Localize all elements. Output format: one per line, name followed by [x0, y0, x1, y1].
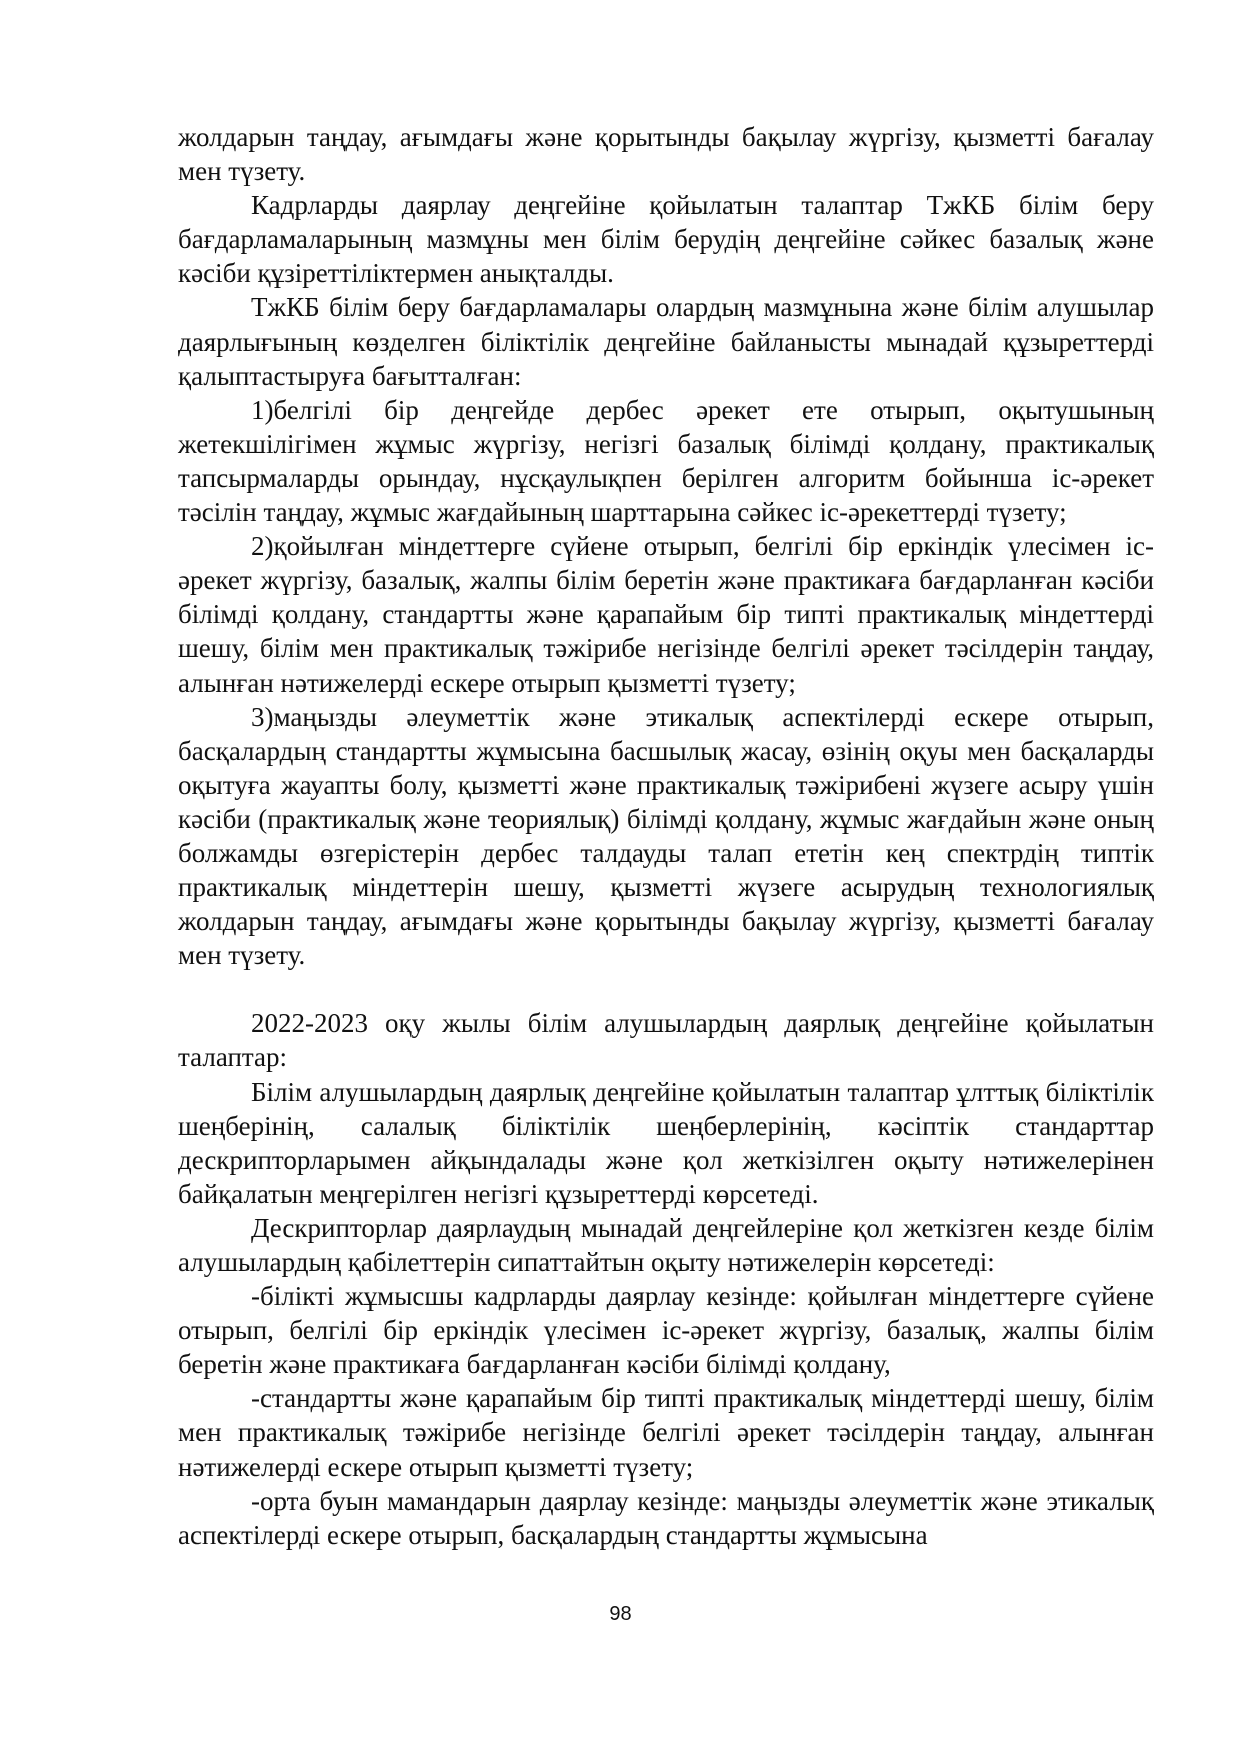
list-item-3: 3)маңызды әлеуметтік және этикалық аспектілерді ескере отырып, басқалардың стандартты жұмысына басшылық жасау, өзінің оқуы мен басқаларды оқытуға жауапты болу, қызметті және практикалық тәжірибені жүзеге асыру үшін кәсіби (практикалық және теориялық) білімді қолдану, жұмыс жағдайын және оның болжамды өзгерістерін дербес талдауды талап ететін кең спектрдің типтік практикалық міндеттерін шешу, қызметті жүзеге асырудың технологиялық жолдарын таңдау, ағымдағы және қорытынды бақылау жүргізу, қызметті бағалау мен түзету. [178, 701, 1154, 971]
paragraph-competencies-intro: ТжКБ білім беру бағдарламалары олардың мазмұнына және білім алушылар даярлығының көзделген біліктілік деңгейіне байланысты мынадай құзыреттерді қалыптастыруға бағытталған: [178, 292, 1154, 391]
dash-item-mid-level: -орта буын мамандарын даярлау кезінде: маңызды әлеуметтік және этикалық аспектілерді ескере отырып, басқалардың стандартты жұмысына [178, 1485, 1154, 1550]
section-heading-2022-2023: 2022-2023 оқу жылы білім алушылардың даярлық деңгейіне қойылатын талаптар: [178, 1008, 1154, 1073]
paragraph-continuation: жолдарын таңдау, ағымдағы және қорытынды бақылау жүргізу, қызметті бағалау мен түзету. [178, 122, 1154, 187]
list-item-1: 1)белгілі бір деңгейде дербес әрекет ете отырып, оқытушының жетекшілігімен жұмыс жүргізу, негізгі базалық білімді қолдану, практикалық тапсырмаларды орындау, нұсқаулықпен берілген алгоритм бойынша іс-әрекет тәсілін таңдау, жұмыс жағдайының шарттарына сәйкес іс-әрекеттерді түзету; [178, 394, 1154, 528]
dash-item-skilled-workers: -білікті жұмысшы кадрларды даярлау кезінде: қойылған міндеттерге сүйене отырып, белгілі бір еркіндік үлесімен іс-әрекет жүргізу, базалық, жалпы білім беретін және практикаға бағдарланған кәсіби білімді қолдану, [178, 1281, 1154, 1380]
paragraph-requirements-intro: Кадрларды даярлау деңгейіне қойылатын талаптар ТжКБ білім беру бағдарламаларының мазмұны мен білім берудің деңгейіне сәйкес базалық және кәсіби құзіреттіліктермен анықталды. [178, 190, 1154, 289]
paragraph-descriptors: Дескрипторлар даярлаудың мынадай деңгейлеріне қол жеткізген кезде білім алушылардың қабілеттерін сипаттайтын оқыту нәтижелерін көрсетеді: [178, 1212, 1154, 1277]
dash-item-standard-tasks: -стандартты және қарапайым бір типті практикалық міндеттерді шешу, білім мен практикалық тәжірибе негізінде белгілі әрекет тәсілдерін таңдау, алынған нәтижелерді ескере отырып қызметті түзету; [178, 1383, 1154, 1482]
page-body [178, 120, 1154, 1552]
page-number: 98 [609, 1603, 632, 1625]
paragraph-requirements: Білім алушылардың даярлық деңгейіне қойылатын талаптар ұлттық біліктілік шеңберінің, салалық біліктілік шеңберлерінің, кәсіптік стандарттар дескрипторларымен айқындалады және қол жеткізілген оқыту нәтижелерінен байқалатын меңгерілген негізгі құзыреттерді көрсетеді. [178, 1076, 1154, 1209]
list-item-2: 2)қойылған міндеттерге сүйене отырып, белгілі бір еркіндік үлесімен іс-әрекет жүргізу, базалық, жалпы білім беретін және практикаға бағдарланған кәсіби білімді қолдану, стандартты және қарапайым бір типті практикалық міндеттерді шешу, білім мен практикалық тәжірибе негізінде белгілі әрекет тәсілдерін таңдау, алынған нәтижелерді ескере отырып қызметті түзету; [178, 531, 1154, 698]
